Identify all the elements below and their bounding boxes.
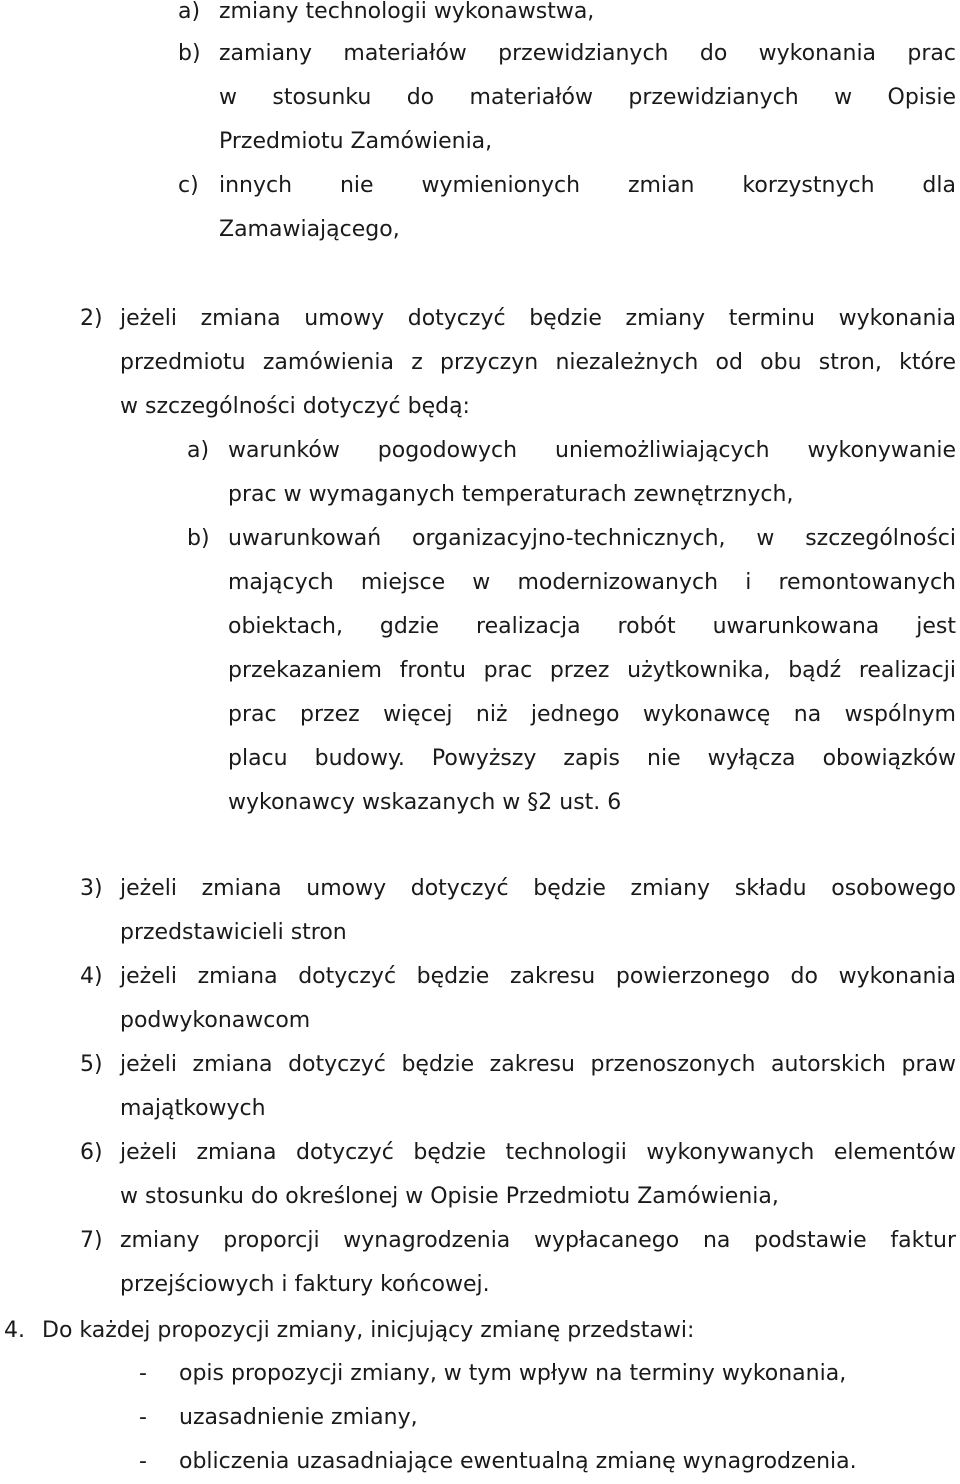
list-marker: b) (178, 41, 201, 66)
text-line: innych nie wymienionych zmian korzystnych dla (219, 173, 956, 198)
list-item (120, 1043, 956, 1131)
text-line: prac w wymaganych temperaturach zewnętrznych, (228, 482, 794, 507)
section-number: 4. (4, 1318, 25, 1343)
list-marker: 2) (80, 306, 103, 331)
text-line: przejściowych i faktury końcowej. (120, 1272, 490, 1297)
text-line: przedmiotu zamówienia z przyczyn niezależnych od obu stron, które (120, 350, 956, 375)
list-marker: a) (187, 438, 210, 463)
list-item (219, 0, 956, 34)
list-marker: b) (187, 526, 210, 551)
text-line: przekazaniem frontu prac przez użytkownika, bądź realizacji (228, 658, 956, 683)
text-line: jeżeli zmiana umowy dotyczyć będzie zmiany składu osobowego (120, 876, 956, 901)
list-item (120, 955, 956, 1043)
text-line: placu budowy. Powyższy zapis nie wyłącza obowiązków (228, 746, 956, 771)
bullet-item (179, 1352, 956, 1396)
list-marker: a) (178, 0, 201, 24)
list-item (228, 429, 956, 517)
text-line: podwykonawcom (120, 1008, 311, 1033)
list-marker: 5) (80, 1052, 103, 1077)
text-line: uzasadnienie zmiany, (179, 1405, 418, 1430)
text-line: wykonawcy wskazanych w §2 ust. 6 (228, 790, 622, 815)
text-line: jeżeli zmiana umowy dotyczyć będzie zmiany terminu wykonania (120, 306, 956, 331)
text-line: zamiany materiałów przewidzianych do wykonania prac (219, 41, 956, 66)
text-line: prac przez więcej niż jednego wykonawcę na wspólnym (228, 702, 956, 727)
list-item (219, 164, 956, 252)
list-marker: 6) (80, 1140, 103, 1165)
text-line: w stosunku do określonej w Opisie Przedmiotu Zamówienia, (120, 1184, 779, 1209)
text-line: opis propozycji zmiany, w tym wpływ na terminy wykonania, (179, 1361, 847, 1386)
list-marker: c) (178, 173, 199, 198)
text-line: w szczególności dotyczyć będą: (120, 394, 470, 419)
text-line: przedstawicieli stron (120, 920, 347, 945)
text-line: zmiany technologii wykonawstwa, (219, 0, 595, 24)
text-line: Zamawiającego, (219, 217, 400, 242)
bullet-item (179, 1440, 956, 1484)
bullet-item (179, 1396, 956, 1440)
bullet-marker: - (139, 1449, 147, 1474)
bullet-marker: - (139, 1361, 147, 1386)
list-marker: 3) (80, 876, 103, 901)
text-line: obliczenia uzasadniające ewentualną zmianę wynagrodzenia. (179, 1449, 857, 1474)
section-heading (42, 1309, 956, 1353)
text-line: w stosunku do materiałów przewidzianych w Opisie (219, 85, 956, 110)
text-line: uwarunkowań organizacyjno-technicznych, w szczególności (228, 526, 956, 551)
text-line: Przedmiotu Zamówienia, (219, 129, 493, 154)
text-line: mających miejsce w modernizowanych i remontowanych (228, 570, 956, 595)
list-item (228, 517, 956, 825)
list-marker: 7) (80, 1228, 103, 1253)
list-item (120, 1219, 956, 1307)
text-line: warunków pogodowych uniemożliwiających wykonywanie (228, 438, 956, 463)
text-line: jeżeli zmiana dotyczyć będzie zakresu przenoszonych autorskich praw (120, 1052, 956, 1077)
bullet-marker: - (139, 1405, 147, 1430)
text-line: jeżeli zmiana dotyczyć będzie zakresu powierzonego do wykonania (120, 964, 956, 989)
list-item (219, 32, 956, 164)
list-item (120, 297, 956, 429)
list-item (120, 867, 956, 955)
list-item (120, 1131, 956, 1219)
list-marker: 4) (80, 964, 103, 989)
text-line: majątkowych (120, 1096, 266, 1121)
text-line: Do każdej propozycji zmiany, inicjujący zmianę przedstawi: (42, 1318, 695, 1343)
text-line: jeżeli zmiana dotyczyć będzie technologii wykonywanych elementów (120, 1140, 956, 1165)
text-line: zmiany proporcji wynagrodzenia wypłacanego na podstawie faktur (120, 1228, 956, 1253)
text-line: obiektach, gdzie realizacja robót uwarunkowana jest (228, 614, 956, 639)
